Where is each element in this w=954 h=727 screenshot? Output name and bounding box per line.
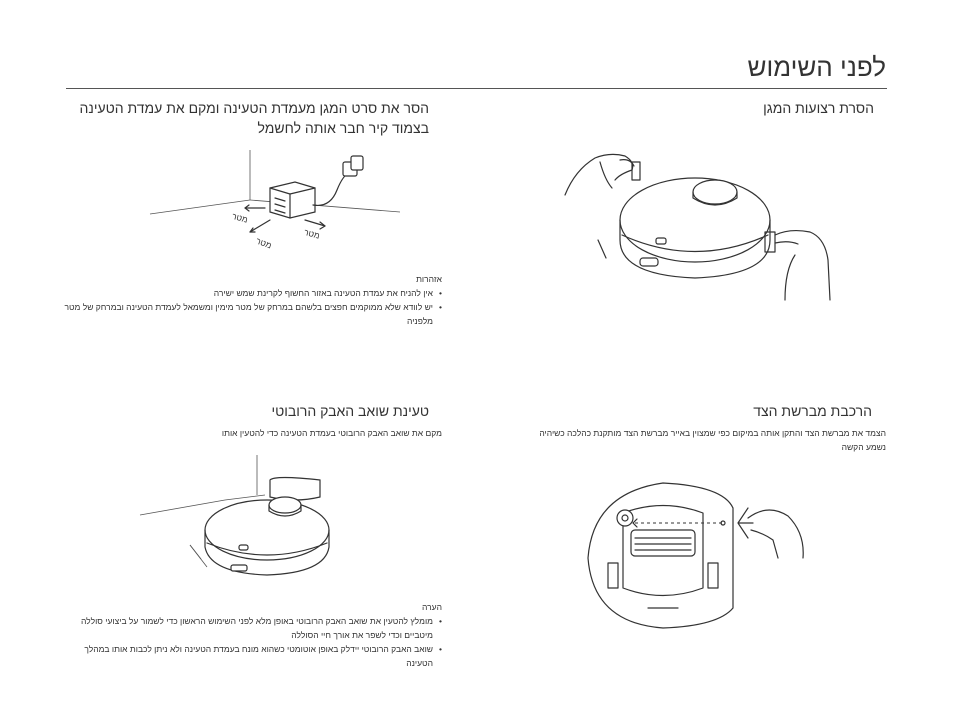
place-dock-notes-title: אזהרות (416, 274, 442, 284)
remove-strips-illustration (560, 140, 850, 310)
charge-notes (62, 600, 442, 670)
charge-note: • שואב האבק הרובוטי יידלק באופן אוטומטי כשהוא מונח בעמדת הטעינה ולא ניתן לכבות אותו במהלך הטעינה (62, 642, 442, 670)
distance-label-front: מטר (254, 235, 274, 251)
charge-heading: טעינת שואב האבק הרובוטי (271, 403, 429, 419)
distance-label-left: מטר (230, 210, 249, 225)
side-brush-text: הצמד את מברשת הצד והתקן אותה במיקום כפי שמצוין באייר מברשת הצד מותקנת כהלכה כשיהיה נשמע הקשה (539, 428, 886, 452)
charge-note: • מומלץ להטעין את שואב האבק הרובוטי באופן מלא לפני השימוש הראשון כדי לשמור על ביצועי סוללה מיטביים וכדי לשפר את אורך חיי הסוללה (62, 614, 442, 642)
page-title: לפני השימוש (747, 52, 886, 82)
place-dock-heading (29, 98, 429, 138)
place-dock-heading-line2: בצמוד קיר חבר אותה לחשמל (257, 120, 429, 136)
place-dock-notes (62, 272, 442, 328)
side-brush-heading: הרכבת מברשת הצד (753, 403, 872, 419)
charge-notes-title: הערה (421, 602, 442, 612)
place-dock-heading-line1: הסר את סרט המגן מעמדת הטעינה ומקם את עמדת הטעינה (79, 100, 429, 116)
side-brush-illustration (583, 478, 813, 633)
charge-illustration (135, 455, 365, 590)
distance-label-right: מטר (302, 226, 321, 241)
charge-text: מקם את שואב האבק הרובוטי בעמדת הטעינה כדי להטעין אותו (221, 428, 442, 438)
place-dock-note: • יש לוודא שלא ממוקמים חפצים בלשהם במרחק של מטר מימין ומשמאל לעמדת הטעינה ובמרחק של מטר מלפניה (62, 300, 442, 328)
remove-strips-heading: הסרת רצועות המגן (763, 100, 874, 116)
place-dock-illustration (145, 150, 405, 260)
place-dock-note: • אין להניח את עמדת הטעינה באזור החשוף לקרינת שמש ישירה (62, 286, 442, 300)
title-divider (66, 88, 887, 89)
